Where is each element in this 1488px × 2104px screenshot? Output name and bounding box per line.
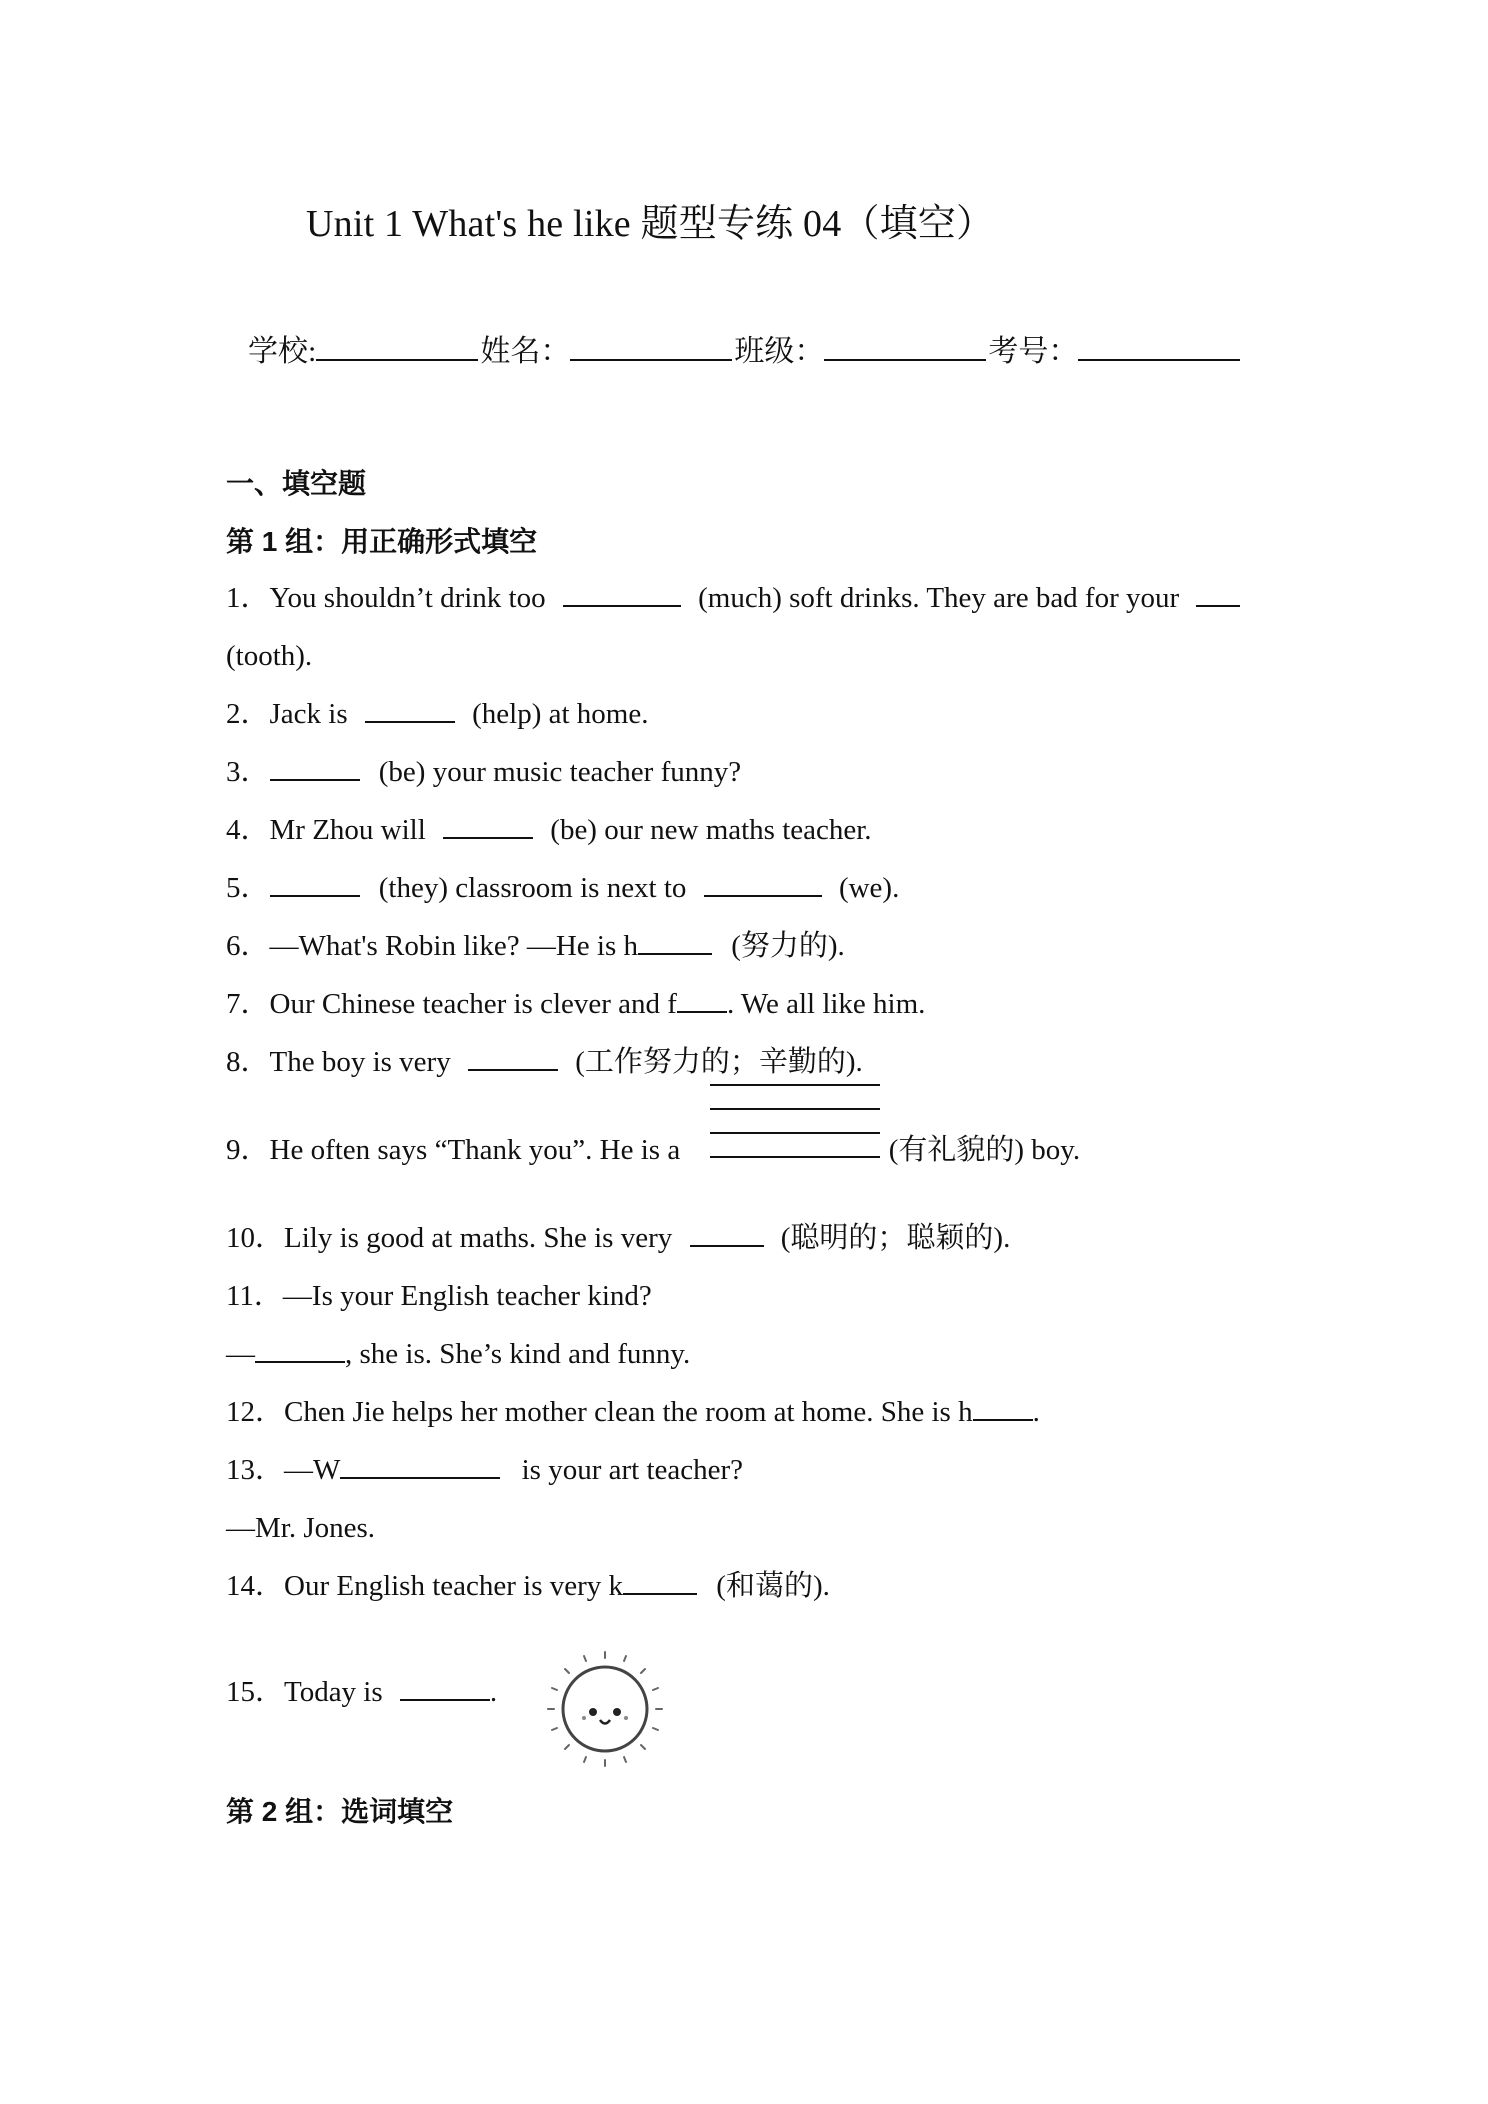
question-2: 2．Jack is (help) at home. xyxy=(226,698,649,730)
question-14: 14．Our English teacher is very k (和蔼的). xyxy=(226,1570,830,1602)
question-12: 12．Chen Jie helps her mother clean the room at home. She is h . xyxy=(226,1396,1040,1428)
group-1-heading: 第 1 组：用正确形式填空 xyxy=(226,526,538,557)
question-8: 8．The boy is very (工作努力的；辛勤的). xyxy=(226,1046,863,1078)
answer-blank[interactable] xyxy=(255,1339,345,1363)
question-7: 7．Our Chinese teacher is clever and f . We all like him. xyxy=(226,988,926,1020)
answer-blank[interactable] xyxy=(563,583,681,607)
answer-blank[interactable] xyxy=(704,873,822,897)
answer-blank[interactable] xyxy=(270,873,360,897)
worksheet-title: Unit 1 What's he like 题型专练 04（填空） xyxy=(306,203,995,245)
answer-blank[interactable] xyxy=(468,1047,558,1071)
exam-no-blank[interactable] xyxy=(1078,333,1240,361)
question-11-answer: — , she is. She’s kind and funny. xyxy=(226,1338,691,1370)
section-heading: 一、填空题 xyxy=(226,468,367,499)
answer-blank[interactable] xyxy=(973,1397,1033,1421)
answer-blank[interactable] xyxy=(623,1571,697,1595)
class-blank[interactable] xyxy=(824,333,986,361)
answer-blank[interactable] xyxy=(270,757,360,781)
answer-blank[interactable] xyxy=(1196,583,1240,607)
student-info-row xyxy=(248,326,1242,370)
school-label: 学校: xyxy=(248,335,317,368)
exam-no-label: 考号： xyxy=(988,335,1079,368)
sunny-icon xyxy=(540,1644,670,1774)
question-15: 15．Today is . xyxy=(226,1676,498,1708)
question-6: 6．—What's Robin like? —He is h (努力的). xyxy=(226,930,845,962)
group-2-heading: 第 2 组：选词填空 xyxy=(226,1796,454,1827)
question-1-cont: (tooth). xyxy=(226,640,313,672)
question-13: 13．—W is your art teacher? xyxy=(226,1454,744,1486)
question-11: 11．—Is your English teacher kind? xyxy=(226,1280,652,1312)
answer-blank[interactable] xyxy=(677,989,727,1013)
name-label: 姓名： xyxy=(480,335,571,368)
answer-blank[interactable] xyxy=(690,1223,764,1247)
school-blank[interactable] xyxy=(316,333,478,361)
answer-blank[interactable] xyxy=(400,1677,490,1701)
question-4: 4．Mr Zhou will (be) our new maths teacher. xyxy=(226,814,872,846)
question-5: 5． (they) classroom is next to (we). xyxy=(226,872,900,904)
question-3: 3． (be) your music teacher funny? xyxy=(226,756,742,788)
question-13-answer: —Mr. Jones. xyxy=(226,1512,376,1544)
answer-blank[interactable] xyxy=(638,931,712,955)
name-blank[interactable] xyxy=(570,333,732,361)
question-1: 1．You shouldn’t drink too (much) soft drinks. They are bad for your xyxy=(226,580,1240,616)
answer-blank[interactable] xyxy=(365,699,455,723)
question-9: 9．He often says “Thank you”. He is a (有礼貌的) boy. xyxy=(226,1134,1081,1166)
question-10: 10．Lily is good at maths. She is very (聪明的；聪颖的). xyxy=(226,1222,1011,1254)
answer-blank[interactable] xyxy=(443,815,533,839)
class-label: 班级： xyxy=(734,335,825,368)
answer-blank[interactable] xyxy=(340,1455,500,1479)
